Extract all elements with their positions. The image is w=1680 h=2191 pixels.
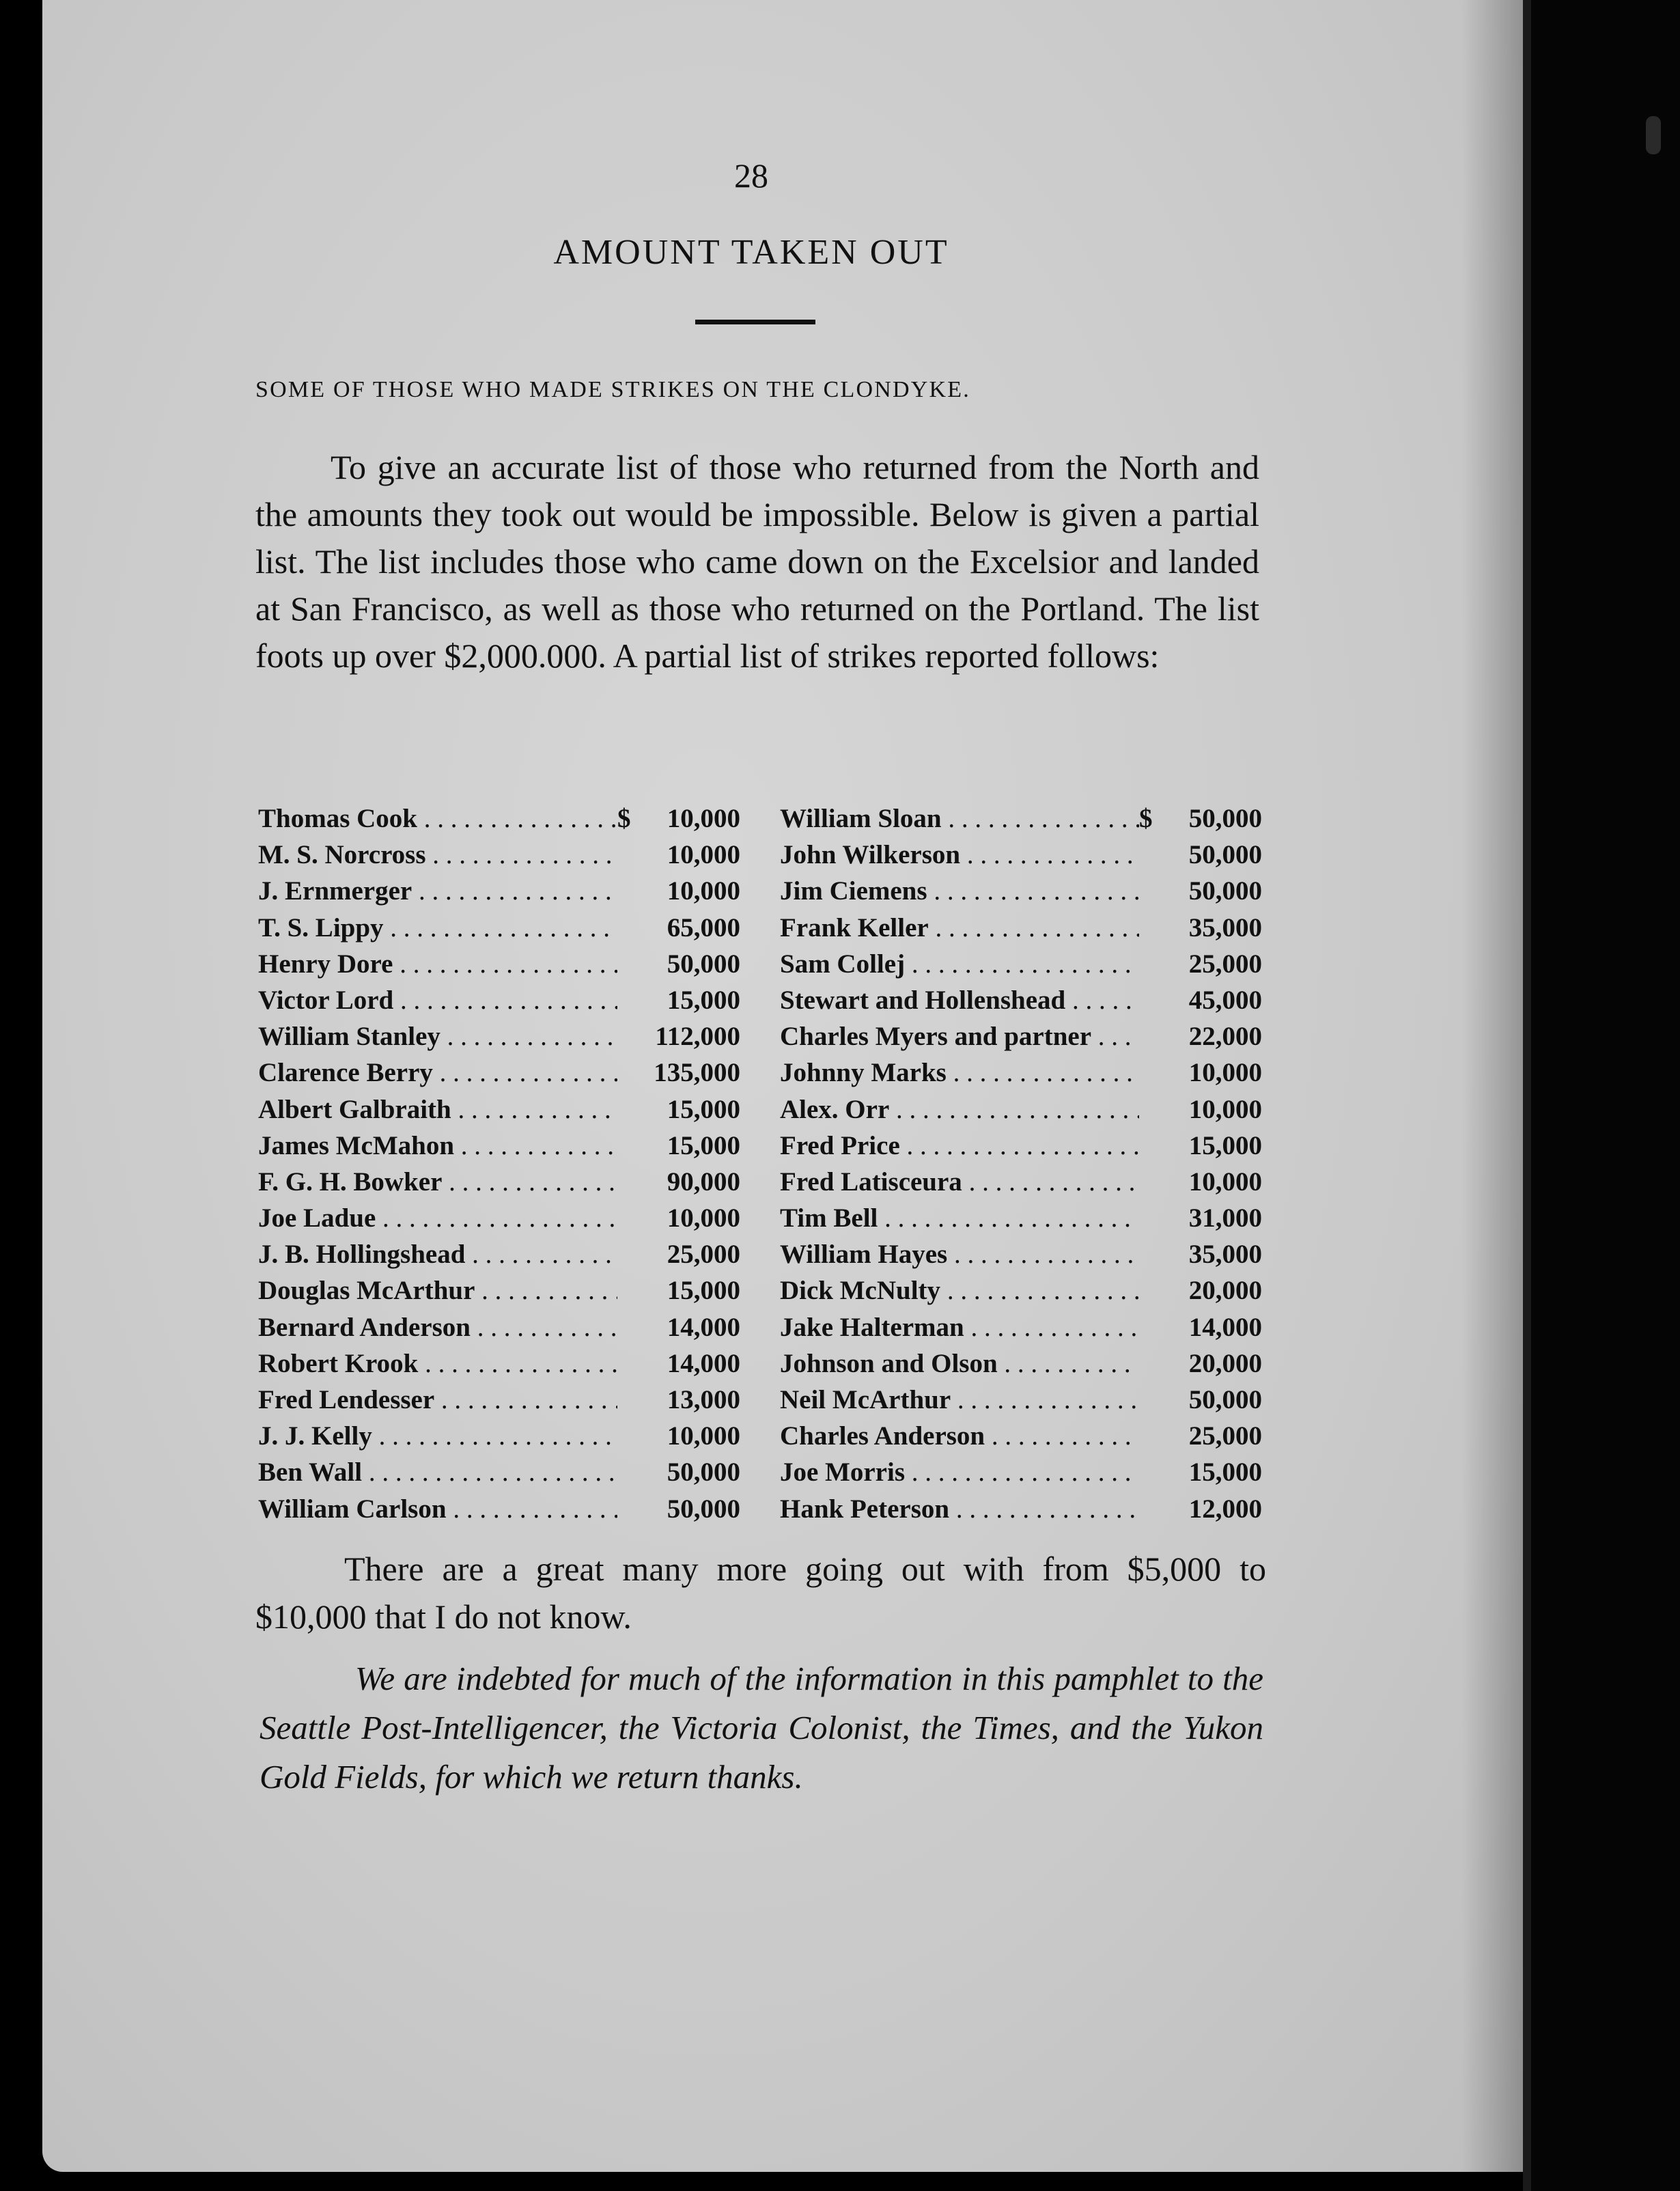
table-row bbox=[780, 1491, 1262, 1527]
amount-value: 50,000 bbox=[1188, 1385, 1262, 1414]
dollar-sign bbox=[617, 1200, 638, 1236]
miner-name: John Wilkerson . . . bbox=[780, 837, 1139, 873]
table-row bbox=[780, 1164, 1262, 1200]
amount-value: 10,000 bbox=[1188, 1167, 1262, 1197]
miner-name: Charles Myers and partner . . . bbox=[780, 1018, 1139, 1055]
miner-name: Douglas McArthur . . . bbox=[258, 1272, 617, 1309]
amount-value: 14,000 bbox=[667, 1348, 740, 1378]
miner-name: Alex. Orr . . . bbox=[780, 1091, 1139, 1128]
miner-name: Sam Collej . . . bbox=[780, 946, 1139, 982]
table-row bbox=[780, 1200, 1262, 1236]
miner-name: Hank Peterson . . . bbox=[780, 1491, 1139, 1527]
amount-value: 20,000 bbox=[1188, 1348, 1262, 1378]
ink-blot bbox=[1646, 116, 1661, 154]
miner-name: William Stanley . . . bbox=[258, 1018, 617, 1055]
table-row bbox=[258, 1309, 740, 1345]
table-row bbox=[258, 1200, 740, 1236]
amount-value: 14,000 bbox=[667, 1312, 740, 1342]
amount-value: 65,000 bbox=[667, 912, 740, 943]
dollar-sign bbox=[1139, 1491, 1160, 1527]
miner-name: Joe Morris . . . bbox=[780, 1454, 1139, 1490]
miner-name: T. S. Lippy . . . bbox=[258, 910, 617, 946]
amount-value: 25,000 bbox=[667, 1240, 740, 1270]
miner-name: Fred Lendesser . . . bbox=[258, 1382, 617, 1418]
table-row bbox=[258, 1128, 740, 1164]
amount-value: 15,000 bbox=[667, 1130, 740, 1160]
dollar-sign bbox=[1139, 1382, 1160, 1418]
dollar-sign bbox=[617, 1055, 638, 1091]
amount-value: 10,000 bbox=[667, 876, 740, 906]
amount-value: 15,000 bbox=[667, 1276, 740, 1306]
miner-name: Jake Halterman . . . bbox=[780, 1309, 1139, 1345]
miner-name: Fred Latisceura . . . bbox=[780, 1164, 1139, 1200]
page-number: 28 bbox=[734, 156, 768, 195]
amount-value: 50,000 bbox=[1188, 804, 1262, 833]
table-row bbox=[258, 982, 740, 1018]
amount-value: 22,000 bbox=[1188, 1022, 1262, 1052]
dollar-sign bbox=[1139, 1200, 1160, 1236]
miner-name: Albert Galbraith . . . bbox=[258, 1091, 617, 1128]
amount-value: 10,000 bbox=[667, 1421, 740, 1451]
amount-value: 14,000 bbox=[1188, 1312, 1262, 1342]
dollar-sign bbox=[1139, 1091, 1160, 1128]
dollar-sign bbox=[1139, 1345, 1160, 1382]
amount-value: 15,000 bbox=[1188, 1130, 1262, 1160]
strikes-table-right bbox=[780, 800, 1262, 1527]
miner-name: Victor Lord . . . bbox=[258, 982, 617, 1018]
dollar-sign bbox=[617, 1309, 638, 1345]
dollar-sign bbox=[617, 982, 638, 1018]
table-row bbox=[780, 1236, 1262, 1272]
dollar-sign bbox=[617, 1454, 638, 1490]
dollar-sign bbox=[1139, 1272, 1160, 1309]
amount-value: 35,000 bbox=[1188, 912, 1262, 943]
table-row bbox=[258, 1164, 740, 1200]
dollar-sign bbox=[1139, 1309, 1160, 1345]
miner-name: Thomas Cook . . . bbox=[258, 800, 617, 837]
table-row bbox=[780, 946, 1262, 982]
intro-paragraph: To give an accurate list of those who returned from the North and the amounts they took out would be impossible. Below is given a partial list. The list includes those who came down on the Excelsior and landed at San Francisco, as well as those who returned on the Portland. The list foots up over $2,000.000. A partial list of strikes reported follows: bbox=[255, 448, 1259, 675]
dollar-sign bbox=[1139, 837, 1160, 873]
dollar-sign: $ bbox=[1139, 804, 1153, 833]
amount-value: 12,000 bbox=[1188, 1494, 1262, 1524]
table-row bbox=[780, 837, 1262, 873]
amount-value: 90,000 bbox=[667, 1167, 740, 1197]
miner-name: William Sloan . . . bbox=[780, 800, 1139, 837]
dollar-sign bbox=[617, 1418, 638, 1454]
dollar-sign bbox=[617, 1382, 638, 1418]
miner-name: Johnny Marks . . . bbox=[780, 1055, 1139, 1091]
dollar-sign bbox=[617, 1272, 638, 1309]
credits-paragraph: We are indebted for much of the information in this pamphlet to the Seattle Post-Intelligencer, the Victoria Colonist, the Times, and the Yukon Gold Fields, for which we return thanks. bbox=[260, 1660, 1263, 1796]
amount-value: 50,000 bbox=[667, 1494, 740, 1524]
table-row bbox=[258, 1382, 740, 1418]
miner-name: William Carlson . . . bbox=[258, 1491, 617, 1527]
miner-name: Jim Ciemens . . . bbox=[780, 873, 1139, 909]
miner-name: Stewart and Hollenshead . . . bbox=[780, 982, 1139, 1018]
dollar-sign bbox=[1139, 873, 1160, 909]
dollar-sign bbox=[617, 1091, 638, 1128]
miner-name: Johnson and Olson . . . bbox=[780, 1345, 1139, 1382]
table-row bbox=[258, 1454, 740, 1490]
amount-value: 10,000 bbox=[1188, 1058, 1262, 1088]
dollar-sign bbox=[617, 1236, 638, 1272]
amount-value: 112,000 bbox=[655, 1022, 740, 1052]
dollar-sign bbox=[1139, 1055, 1160, 1091]
table-row bbox=[780, 1345, 1262, 1382]
page-edge-shadow bbox=[1461, 0, 1523, 2172]
dollar-sign bbox=[617, 873, 638, 909]
table-row bbox=[258, 1345, 740, 1382]
table-row bbox=[780, 1454, 1262, 1490]
closing-paragraph: There are a great many more going out with from $5,000 to $10,000 that I do not know. bbox=[255, 1550, 1266, 1636]
dollar-sign bbox=[1139, 946, 1160, 982]
amount-value: 25,000 bbox=[1188, 949, 1262, 979]
miner-name: Henry Dore . . . bbox=[258, 946, 617, 982]
miner-name: William Hayes . . . bbox=[780, 1236, 1139, 1272]
table-row bbox=[780, 1272, 1262, 1309]
dollar-sign bbox=[617, 1128, 638, 1164]
amount-value: 50,000 bbox=[1188, 876, 1262, 906]
title-rule bbox=[695, 320, 815, 324]
dollar-sign bbox=[617, 910, 638, 946]
book-spine bbox=[1523, 0, 1531, 2191]
miner-name: F. G. H. Bowker . . . bbox=[258, 1164, 617, 1200]
table-row bbox=[780, 910, 1262, 946]
dollar-sign bbox=[1139, 1236, 1160, 1272]
amount-value: 15,000 bbox=[1188, 1457, 1262, 1488]
table-row bbox=[780, 1055, 1262, 1091]
miner-name: Joe Ladue . . . bbox=[258, 1200, 617, 1236]
miner-name: J. Ernmerger . . . bbox=[258, 873, 617, 909]
table-row bbox=[780, 800, 1262, 837]
miner-name: Ben Wall . . . bbox=[258, 1454, 617, 1490]
amount-value: 10,000 bbox=[667, 804, 740, 833]
dollar-sign bbox=[617, 1018, 638, 1055]
table-row bbox=[258, 837, 740, 873]
miner-name: Clarence Berry . . . bbox=[258, 1055, 617, 1091]
facing-page-edge bbox=[1531, 0, 1680, 2191]
miner-name: M. S. Norcross . . . bbox=[258, 837, 617, 873]
table-row bbox=[780, 873, 1262, 909]
amount-value: 15,000 bbox=[667, 985, 740, 1015]
table-row bbox=[258, 1055, 740, 1091]
dollar-sign bbox=[617, 1491, 638, 1527]
dollar-sign: $ bbox=[617, 804, 631, 833]
dollar-sign bbox=[617, 1164, 638, 1200]
miner-name: Dick McNulty . . . bbox=[780, 1272, 1139, 1309]
dollar-sign bbox=[617, 946, 638, 982]
amount-value: 10,000 bbox=[667, 840, 740, 870]
dollar-sign bbox=[617, 837, 638, 873]
miner-name: Fred Price . . . bbox=[780, 1128, 1139, 1164]
amount-value: 15,000 bbox=[667, 1094, 740, 1124]
miner-name: James McMahon . . . bbox=[258, 1128, 617, 1164]
table-row bbox=[258, 873, 740, 909]
table-row bbox=[780, 1382, 1262, 1418]
section-subtitle: SOME OF THOSE WHO MADE STRIKES ON THE CLONDYKE. bbox=[255, 377, 970, 402]
table-row bbox=[258, 800, 740, 837]
amount-value: 50,000 bbox=[667, 1457, 740, 1488]
amount-value: 10,000 bbox=[1188, 1094, 1262, 1124]
amount-value: 35,000 bbox=[1188, 1240, 1262, 1270]
amount-value: 13,000 bbox=[667, 1385, 740, 1414]
dollar-sign bbox=[1139, 1128, 1160, 1164]
table-row bbox=[258, 910, 740, 946]
miner-name: Frank Keller . . . bbox=[780, 910, 1139, 946]
table-row bbox=[258, 1236, 740, 1272]
dollar-sign bbox=[1139, 910, 1160, 946]
table-row bbox=[780, 1128, 1262, 1164]
table-row bbox=[780, 1091, 1262, 1128]
table-row bbox=[780, 982, 1262, 1018]
table-row bbox=[258, 1091, 740, 1128]
strikes-table-left bbox=[258, 800, 740, 1527]
table-row bbox=[258, 1018, 740, 1055]
miner-name: Robert Krook . . . bbox=[258, 1345, 617, 1382]
dollar-sign bbox=[1139, 1454, 1160, 1490]
table-row bbox=[780, 1018, 1262, 1055]
table-row bbox=[780, 1418, 1262, 1454]
miner-name: J. J. Kelly . . . bbox=[258, 1418, 617, 1454]
dollar-sign bbox=[1139, 1164, 1160, 1200]
amount-value: 10,000 bbox=[667, 1203, 740, 1233]
amount-value: 50,000 bbox=[1188, 840, 1262, 870]
dollar-sign bbox=[1139, 1018, 1160, 1055]
amount-value: 31,000 bbox=[1188, 1203, 1262, 1233]
dollar-sign bbox=[1139, 982, 1160, 1018]
table-row bbox=[780, 1309, 1262, 1345]
miner-name: Neil McArthur . . . bbox=[780, 1382, 1139, 1418]
amount-value: 20,000 bbox=[1188, 1276, 1262, 1306]
miner-name: Charles Anderson . . . bbox=[780, 1418, 1139, 1454]
amount-value: 135,000 bbox=[654, 1058, 740, 1088]
table-row bbox=[258, 1418, 740, 1454]
miner-name: J. B. Hollingshead . . . bbox=[258, 1236, 617, 1272]
miner-name: Bernard Anderson . . . bbox=[258, 1309, 617, 1345]
dollar-sign bbox=[617, 1345, 638, 1382]
dollar-sign bbox=[1139, 1418, 1160, 1454]
miner-name: Tim Bell . . . bbox=[780, 1200, 1139, 1236]
amount-value: 45,000 bbox=[1188, 985, 1262, 1015]
table-row bbox=[258, 946, 740, 982]
page-title: AMOUNT TAKEN OUT bbox=[553, 233, 949, 272]
table-row bbox=[258, 1272, 740, 1309]
amount-value: 25,000 bbox=[1188, 1421, 1262, 1451]
table-row bbox=[258, 1491, 740, 1527]
amount-value: 50,000 bbox=[667, 949, 740, 979]
